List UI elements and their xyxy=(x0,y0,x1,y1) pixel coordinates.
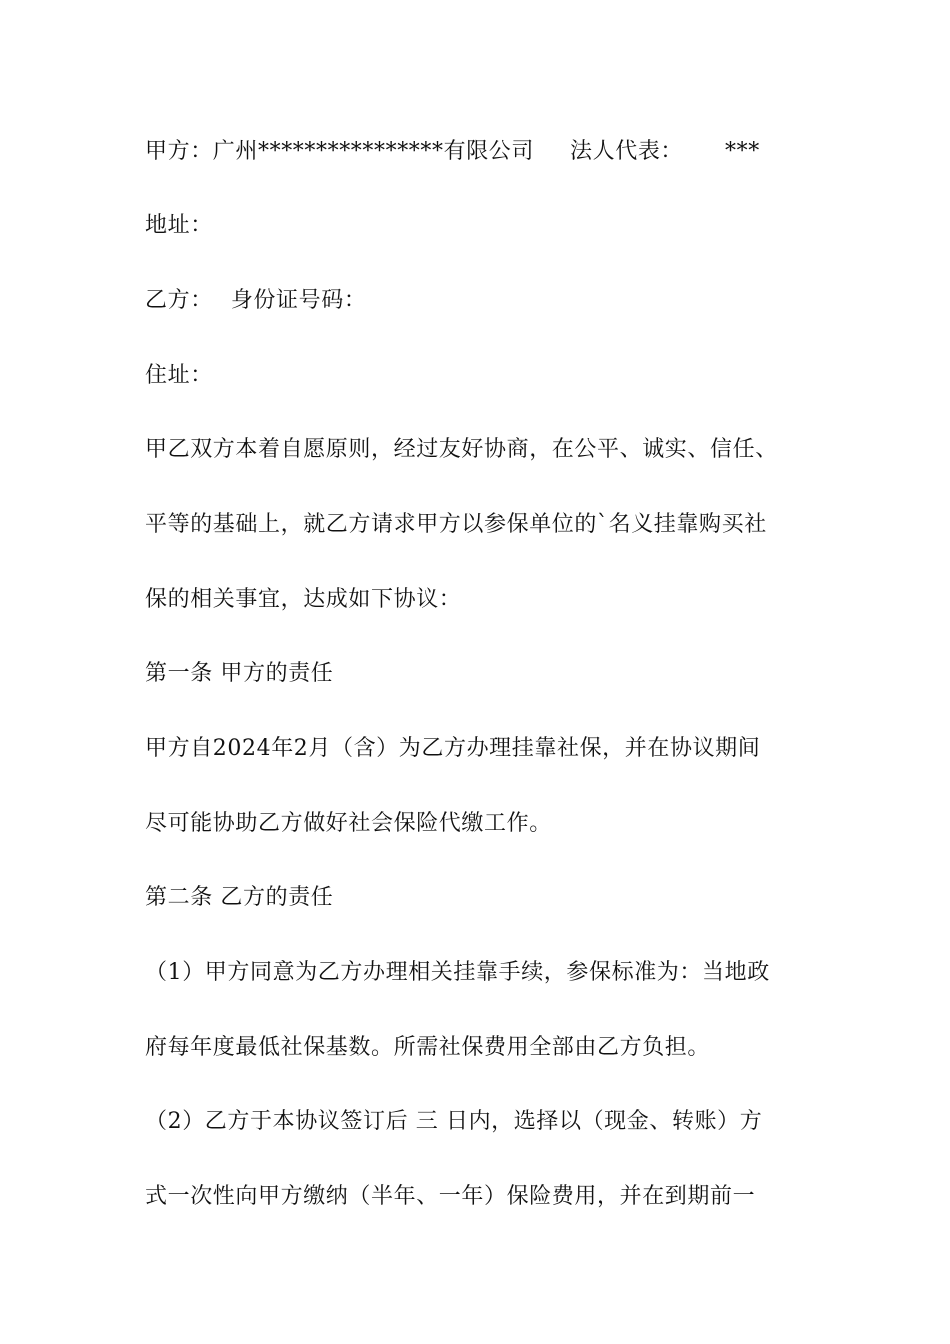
article-2-line-1: （1）甲方同意为乙方办理相关挂靠手续，参保标准为：当地政 xyxy=(145,960,770,985)
party-a-line xyxy=(145,137,760,167)
party-a-label: 甲方：广州****************有限公司 xyxy=(145,139,535,164)
article-2-line-2: 府每年度最低社保基数。所需社保费用全部由乙方负担。 xyxy=(145,1035,711,1060)
article-1-line-1: 甲方自2024年2月（含）为乙方办理挂靠社保，并在协议期间 xyxy=(145,736,761,761)
residence-line: 住址： xyxy=(145,363,213,388)
intro-line-1: 甲乙双方本着自愿原则，经过友好协商，在公平、诚实、信任、 xyxy=(145,437,778,462)
legal-rep-value: *** xyxy=(725,139,760,164)
article-2-title: 第二条 乙方的责任 xyxy=(145,885,334,910)
intro-line-2: 平等的基础上，就乙方请求甲方以参保单位的`名义挂靠购买社 xyxy=(145,512,767,537)
party-b-line xyxy=(145,286,366,316)
id-number-label: 身份证号码： xyxy=(230,288,367,313)
article-1-title: 第一条 甲方的责任 xyxy=(145,661,334,686)
address-line: 地址： xyxy=(145,213,213,238)
article-1-line-2: 尽可能协助乙方做好社会保险代缴工作。 xyxy=(145,811,552,836)
intro-line-3: 保的相关事宜，达成如下协议： xyxy=(145,587,462,612)
article-2-line-3: （2）乙方于本协议签订后 三 日内，选择以（现金、转账）方 xyxy=(145,1109,763,1134)
legal-rep-label: 法人代表： xyxy=(570,139,684,164)
article-2-line-4: 式一次性向甲方缴纳（半年、一年）保险费用，并在到期前一 xyxy=(145,1184,756,1209)
party-b-label: 乙方： xyxy=(145,288,213,313)
